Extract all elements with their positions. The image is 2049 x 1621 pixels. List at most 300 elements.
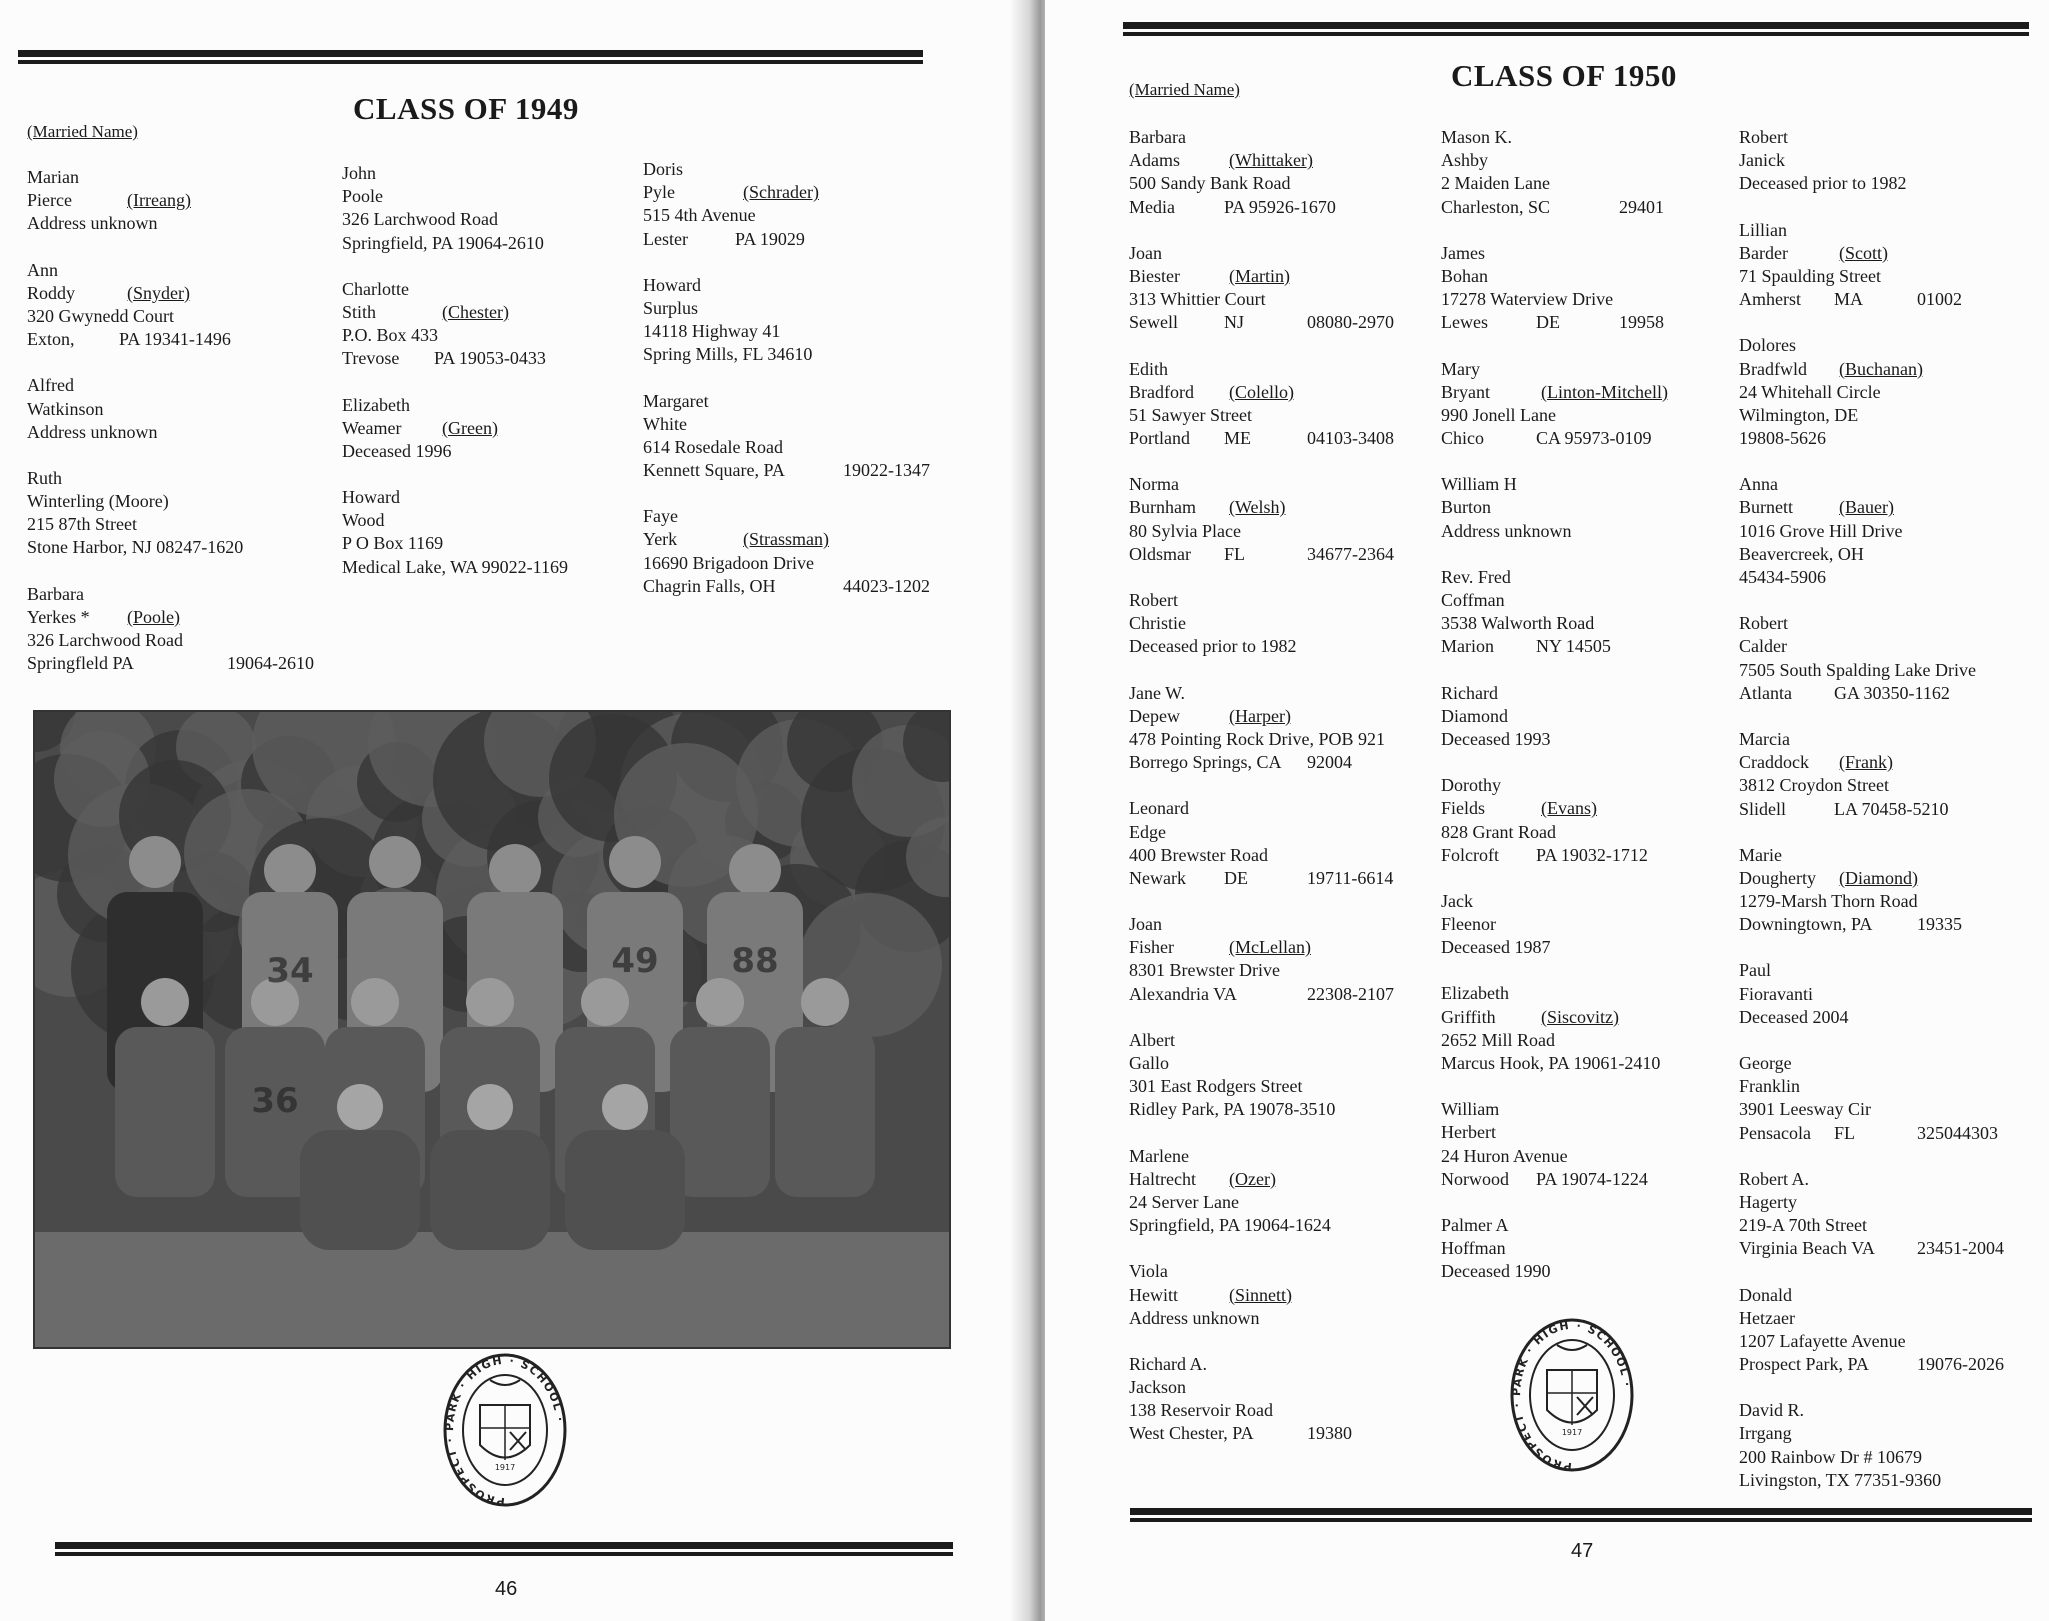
state-zip: CA 95973-0109 xyxy=(1536,428,1652,449)
last-name: Barder xyxy=(1739,242,1788,263)
married-name: (Siscovitz) xyxy=(1541,1006,1619,1027)
last-name: Calder xyxy=(1739,636,1787,657)
zip-code: 19958 xyxy=(1619,312,1664,333)
zip-code: 19711-6614 xyxy=(1307,867,1394,888)
zip-code: 19076-2026 xyxy=(1917,1354,2004,1375)
directory-entry xyxy=(27,259,347,352)
first-name: Howard xyxy=(342,487,400,508)
entry-line xyxy=(643,181,943,204)
address-line: 80 Sylvia Place xyxy=(1129,520,1241,541)
directory-entry xyxy=(1129,1353,1429,1446)
first-name: Marcia xyxy=(1739,728,1790,749)
entry-line xyxy=(1441,890,1741,913)
address-line: Trevose xyxy=(342,348,400,369)
directory-entry xyxy=(1441,1214,1741,1284)
entry-line xyxy=(1739,751,2049,774)
first-name: Jack xyxy=(1441,890,1473,911)
entry-line xyxy=(27,282,347,305)
address-line: Kennett Square, PA xyxy=(643,460,785,481)
first-name: Elizabeth xyxy=(1441,983,1509,1004)
zip-code: 19380 xyxy=(1307,1423,1352,1444)
entry-line xyxy=(1739,334,2049,357)
address-line: P.O. Box 433 xyxy=(342,325,439,346)
address-line: 7505 South Spalding Lake Drive xyxy=(1739,659,1976,680)
entry-line xyxy=(1129,1029,1429,1052)
entry-line xyxy=(1739,1006,2049,1029)
first-name: Joan xyxy=(1129,914,1162,935)
last-name: Surplus xyxy=(643,297,699,318)
entry-line xyxy=(342,208,642,231)
first-name: George xyxy=(1739,1053,1792,1073)
directory-entry xyxy=(1441,1098,1741,1191)
address-line: 1279-Marsh Thorn Road xyxy=(1739,891,1918,912)
jersey-number: 88 xyxy=(731,941,779,981)
last-name: Craddock xyxy=(1739,752,1809,773)
address-line: 3901 Leesway Cir xyxy=(1739,1099,1871,1120)
directory-entry xyxy=(1441,566,1741,659)
address-line: Chico xyxy=(1441,428,1484,449)
entry-line xyxy=(1129,797,1429,820)
entry-line xyxy=(1441,566,1741,589)
player-head xyxy=(369,836,421,888)
player-head xyxy=(489,844,541,896)
entry-line xyxy=(1441,774,1741,797)
state-zip: NJ xyxy=(1224,312,1245,333)
first-name: Richard xyxy=(1441,682,1498,703)
state-zip: LA 70458-5210 xyxy=(1834,798,1949,819)
crest-ring-text: PROSPECT · PARK · HIGH · SCHOOL · xyxy=(1509,1318,1634,1474)
first-name: Lillian xyxy=(1739,219,1787,240)
entry-line xyxy=(1129,1168,1429,1191)
directory-entry xyxy=(1129,358,1429,451)
address-line: 326 Larchwood Road xyxy=(342,209,498,230)
directory-entry xyxy=(643,158,943,251)
address-line: Norwood xyxy=(1441,1168,1509,1189)
entry-line xyxy=(1129,311,1429,334)
state-zip: PA 19074-1224 xyxy=(1536,1168,1648,1189)
last-name: Biester xyxy=(1129,265,1180,286)
entry-line xyxy=(1129,1214,1429,1237)
entry-line xyxy=(1129,705,1429,728)
bottom-rule xyxy=(55,1542,953,1549)
directory-entry xyxy=(1739,126,2049,196)
entry-line xyxy=(1739,404,2049,427)
first-name: Alfred xyxy=(27,375,74,396)
first-name: Robert xyxy=(1129,590,1178,610)
first-name: Faye xyxy=(643,506,678,527)
address-line: Deceased 2004 xyxy=(1739,1006,1849,1027)
married-name: (Whittaker) xyxy=(1229,150,1313,171)
column-1 xyxy=(1129,126,1429,1469)
entry-line xyxy=(1129,1191,1429,1214)
state-zip: DE xyxy=(1224,867,1248,888)
married-name: (Diamond) xyxy=(1839,867,1918,888)
married-name: (Poole) xyxy=(127,606,180,627)
entry-line xyxy=(1129,520,1429,543)
first-name: Joan xyxy=(1129,242,1162,263)
address-line: Livingston, TX 77351-9360 xyxy=(1739,1469,1942,1490)
player-head xyxy=(141,978,189,1026)
first-name: Barbara xyxy=(1129,127,1186,147)
address-line: 2652 Mill Road xyxy=(1441,1029,1556,1050)
entry-line xyxy=(1129,913,1429,936)
last-name: Stith xyxy=(342,301,377,322)
address-line: 215 87th Street xyxy=(27,514,137,535)
entry-line xyxy=(1739,172,2049,195)
address-line: Medical Lake, WA 99022-1169 xyxy=(342,556,568,577)
entry-line xyxy=(1739,1214,2049,1237)
entry-line xyxy=(1441,496,1741,519)
state-zip: PA 95926-1670 xyxy=(1224,196,1336,217)
first-name: John xyxy=(342,163,377,183)
address-line: Address unknown xyxy=(1441,520,1572,541)
first-name: Mason K. xyxy=(1441,127,1512,147)
married-name: (Frank) xyxy=(1839,752,1893,773)
entry-line xyxy=(27,536,347,559)
crest-ring-text: PROSPECT · PARK · HIGH · SCHOOL · xyxy=(442,1353,567,1509)
married-name: (Colello) xyxy=(1229,381,1294,402)
entry-line xyxy=(1129,149,1429,172)
last-name: Fioravanti xyxy=(1739,983,1813,1004)
address-line: 24 Server Lane xyxy=(1129,1191,1239,1212)
jersey-number: 49 xyxy=(611,941,659,981)
entry-line xyxy=(342,301,642,324)
directory-entry xyxy=(1441,473,1741,543)
entry-line xyxy=(27,374,347,397)
address-line: Portland xyxy=(1129,428,1190,449)
address-line: 17278 Waterview Drive xyxy=(1441,289,1614,310)
entry-line xyxy=(643,320,943,343)
directory-entry xyxy=(27,467,347,560)
entry-line xyxy=(342,532,642,555)
team-photo-image xyxy=(35,712,949,1347)
last-name: Coffman xyxy=(1441,590,1505,610)
last-name: Hagerty xyxy=(1739,1191,1797,1212)
directory-entry xyxy=(1129,589,1429,659)
entry-line xyxy=(1441,1168,1741,1191)
entry-line xyxy=(1739,774,2049,797)
last-name: Dougherty xyxy=(1739,867,1816,888)
address-line: Chagrin Falls, OH xyxy=(643,575,776,596)
first-name: Howard xyxy=(643,274,701,295)
entry-line xyxy=(1129,358,1429,381)
address-line: 3812 Croydon Street xyxy=(1739,775,1889,796)
entry-line xyxy=(342,278,642,301)
directory-entry xyxy=(342,162,642,255)
entry-line xyxy=(1739,1122,2049,1145)
last-name: Janick xyxy=(1739,150,1785,171)
married-name: (McLellan) xyxy=(1229,937,1311,958)
entry-line xyxy=(1739,1399,2049,1422)
entry-line xyxy=(27,212,347,235)
school-crest xyxy=(1507,1315,1637,1475)
address-line: Deceased prior to 1982 xyxy=(1129,636,1297,657)
last-name: Adams xyxy=(1129,150,1180,171)
entry-line xyxy=(1129,728,1429,751)
last-name: Pierce xyxy=(27,190,72,211)
last-name: Yerk xyxy=(643,529,678,550)
top-rule xyxy=(18,50,923,57)
last-name: Hetzaer xyxy=(1739,1307,1795,1328)
address-line: 24 Huron Avenue xyxy=(1441,1145,1568,1166)
entry-line xyxy=(27,305,347,328)
state-zip: PA 19053-0433 xyxy=(434,348,546,369)
address-line: 1016 Grove Hill Drive xyxy=(1739,520,1903,541)
married-name: (Schrader) xyxy=(743,182,819,203)
address-line: West Chester, PA xyxy=(1129,1423,1254,1444)
entry-line xyxy=(1441,844,1741,867)
entry-line xyxy=(1739,798,2049,821)
player-head xyxy=(696,978,744,1026)
entry-line xyxy=(1129,959,1429,982)
directory-entry xyxy=(1739,1052,2049,1145)
address-line: Pensacola xyxy=(1739,1122,1811,1143)
column-3 xyxy=(643,158,943,621)
entry-line xyxy=(1739,126,2049,149)
player-head xyxy=(264,844,316,896)
address-line: 14118 Highway 41 xyxy=(643,321,781,342)
address-line: Folcroft xyxy=(1441,844,1499,865)
last-name: Herbert xyxy=(1441,1122,1496,1143)
directory-entry xyxy=(1129,1029,1429,1122)
entry-line xyxy=(1129,427,1429,450)
entry-line xyxy=(27,652,347,675)
address-line: 614 Rosedale Road xyxy=(643,436,783,457)
address-line: 828 Grant Road xyxy=(1441,821,1556,842)
first-name: Paul xyxy=(1739,960,1772,981)
entry-line xyxy=(27,328,347,351)
married-name: (Ozer) xyxy=(1229,1168,1276,1189)
address-line: 301 East Rodgers Street xyxy=(1129,1076,1303,1097)
entry-line xyxy=(1129,682,1429,705)
first-name: Charlotte xyxy=(342,278,409,299)
state-zip: GA 30350-1162 xyxy=(1834,682,1950,703)
entry-line xyxy=(1739,1422,2049,1445)
entry-line xyxy=(1739,728,2049,751)
directory-entry xyxy=(643,505,943,598)
address-line: 515 4th Avenue xyxy=(643,205,756,226)
first-name: Albert xyxy=(1129,1029,1175,1050)
entry-line xyxy=(1441,1237,1741,1260)
entry-line xyxy=(1739,1052,2049,1075)
first-name: Margaret xyxy=(643,390,709,411)
player-head xyxy=(467,1084,513,1130)
address-line: 478 Pointing Rock Drive, POB 921 xyxy=(1129,728,1386,749)
zip-code: 325044303 xyxy=(1917,1122,1998,1143)
first-name: Elizabeth xyxy=(342,394,410,415)
address-line: Sewell xyxy=(1129,312,1178,333)
player-body xyxy=(115,1027,215,1197)
state-zip: PA 19029 xyxy=(735,228,805,249)
first-name: Robert xyxy=(1739,613,1788,634)
entry-line xyxy=(1441,520,1741,543)
address-line: 990 Jonell Lane xyxy=(1441,404,1556,425)
married-name: (Strassman) xyxy=(743,529,829,550)
entry-line xyxy=(27,583,347,606)
directory-entry xyxy=(1739,844,2049,937)
player-body xyxy=(775,1027,875,1197)
entry-line xyxy=(342,509,642,532)
team-photo xyxy=(33,710,951,1349)
entry-line xyxy=(1441,473,1741,496)
state-zip: MA xyxy=(1834,289,1864,310)
directory-entry xyxy=(1129,242,1429,335)
entry-line xyxy=(643,204,943,227)
entry-line xyxy=(1739,473,2049,496)
address-line: Address unknown xyxy=(1129,1307,1260,1328)
entry-line xyxy=(1739,149,2049,172)
entry-line xyxy=(1739,1237,2049,1260)
entry-line xyxy=(27,490,347,513)
crest-lamp-icon xyxy=(1557,1345,1587,1350)
entry-line xyxy=(1129,496,1429,519)
address-line: Address unknown xyxy=(27,421,158,442)
entry-line xyxy=(1129,751,1429,774)
last-name: Winterling (Moore) xyxy=(27,491,169,512)
entry-line xyxy=(1129,172,1429,195)
directory-entry xyxy=(1739,219,2049,312)
entry-line xyxy=(1441,288,1741,311)
player-head xyxy=(609,836,661,888)
crest-lamp-icon xyxy=(490,1380,520,1385)
address-line: Exton, xyxy=(27,329,75,350)
directory-entry xyxy=(1129,1260,1429,1330)
directory-entry xyxy=(1129,126,1429,219)
entry-line xyxy=(1129,1307,1429,1330)
entry-line xyxy=(27,467,347,490)
entry-line xyxy=(342,486,642,509)
married-name: (Harper) xyxy=(1229,705,1291,726)
entry-line xyxy=(1739,520,2049,543)
first-name: Palmer A xyxy=(1441,1214,1509,1235)
address-line: 71 Spaulding Street xyxy=(1739,265,1881,286)
directory-entry xyxy=(1739,1284,2049,1377)
directory-entry xyxy=(1129,1145,1429,1238)
address-line: Deceased prior to 1982 xyxy=(1739,173,1907,194)
entry-line xyxy=(1739,1284,2049,1307)
entry-line xyxy=(1129,589,1429,612)
directory-entry xyxy=(27,166,347,236)
entry-line xyxy=(1739,1469,2049,1492)
last-name: Fields xyxy=(1441,798,1486,819)
last-name: Burnham xyxy=(1129,497,1196,518)
first-name: Dorothy xyxy=(1441,775,1501,796)
address-line: 326 Larchwood Road xyxy=(27,630,183,650)
entry-line xyxy=(1739,1446,2049,1469)
address-line: Virginia Beach VA xyxy=(1739,1238,1875,1259)
entry-line xyxy=(1129,1098,1429,1121)
page-title: CLASS OF 1950 xyxy=(1451,58,1677,93)
married-name: (Evans) xyxy=(1541,798,1597,819)
address-line: Beavercreek, OH xyxy=(1739,543,1864,564)
entry-line xyxy=(643,413,943,436)
entry-line xyxy=(1441,1121,1741,1144)
first-name: Mary xyxy=(1441,358,1480,379)
player-body xyxy=(565,1130,685,1250)
entry-line xyxy=(643,505,943,528)
directory-entry xyxy=(1441,774,1741,867)
first-name: Robert A. xyxy=(1739,1168,1809,1189)
entry-line xyxy=(1739,1075,2049,1098)
entry-line xyxy=(1739,844,2049,867)
entry-line xyxy=(1129,1284,1429,1307)
entry-line xyxy=(643,297,943,320)
state-zip: ME xyxy=(1224,428,1251,449)
entry-line xyxy=(1129,983,1429,1006)
directory-entry xyxy=(1441,242,1741,335)
entry-line xyxy=(1441,1098,1741,1121)
last-name: Poole xyxy=(342,186,384,207)
entry-line xyxy=(1739,890,2049,913)
entry-line xyxy=(27,189,347,212)
entry-line xyxy=(342,347,642,370)
entry-line xyxy=(1739,635,2049,658)
address-line: 2 Maiden Lane xyxy=(1441,173,1550,194)
first-name: Viola xyxy=(1129,1261,1168,1282)
entry-line xyxy=(1129,242,1429,265)
entry-line xyxy=(1129,1260,1429,1283)
address-line: Amherst xyxy=(1739,289,1801,310)
entry-line xyxy=(1739,1168,2049,1191)
state-zip: PA 19032-1712 xyxy=(1536,844,1648,865)
last-name: Burton xyxy=(1441,497,1492,518)
entry-line xyxy=(643,390,943,413)
entry-line xyxy=(1441,311,1741,334)
address-line: Deceased 1996 xyxy=(342,440,452,461)
last-name: Griffith xyxy=(1441,1006,1496,1027)
entry-line xyxy=(1441,635,1741,658)
crest-cross-icon xyxy=(510,1432,526,1450)
zip-code: 23451-2004 xyxy=(1917,1238,2004,1259)
entry-line xyxy=(1739,265,2049,288)
entry-line xyxy=(1441,705,1741,728)
entry-line xyxy=(1739,543,2049,566)
entry-line xyxy=(1129,473,1429,496)
entry-line xyxy=(1129,1353,1429,1376)
entry-line xyxy=(1441,358,1741,381)
entry-line xyxy=(1739,983,2049,1006)
entry-line xyxy=(1739,867,2049,890)
entry-line xyxy=(1441,728,1741,751)
page-number: 47 xyxy=(1571,1540,1594,1562)
player-head xyxy=(602,1084,648,1130)
directory-entry xyxy=(1129,913,1429,1006)
page-number: 46 xyxy=(495,1578,518,1600)
directory-entry xyxy=(1129,682,1429,775)
state-zip: PA 19341-1496 xyxy=(119,329,231,350)
entry-line xyxy=(1129,612,1429,635)
entry-line xyxy=(1739,1191,2049,1214)
first-name: Doris xyxy=(643,159,683,179)
address-line: Deceased 1993 xyxy=(1441,728,1551,749)
zip-code: 01002 xyxy=(1917,289,1962,310)
first-name: Anna xyxy=(1739,474,1778,495)
entry-line xyxy=(1129,1052,1429,1075)
first-name: Norma xyxy=(1129,474,1179,495)
player-head xyxy=(801,978,849,1026)
entry-line xyxy=(1739,288,2049,311)
address-line: Marcus Hook, PA 19061-2410 xyxy=(1441,1053,1661,1073)
address-line: Slidell xyxy=(1739,798,1787,819)
entry-line xyxy=(1739,381,2049,404)
entry-line xyxy=(643,575,943,598)
entry-line xyxy=(342,394,642,417)
column-2 xyxy=(1441,126,1741,1307)
first-name: Dolores xyxy=(1739,335,1796,356)
last-name: Bradfwld xyxy=(1739,358,1807,379)
last-name: Burnett xyxy=(1739,497,1793,518)
entry-line xyxy=(1129,404,1429,427)
